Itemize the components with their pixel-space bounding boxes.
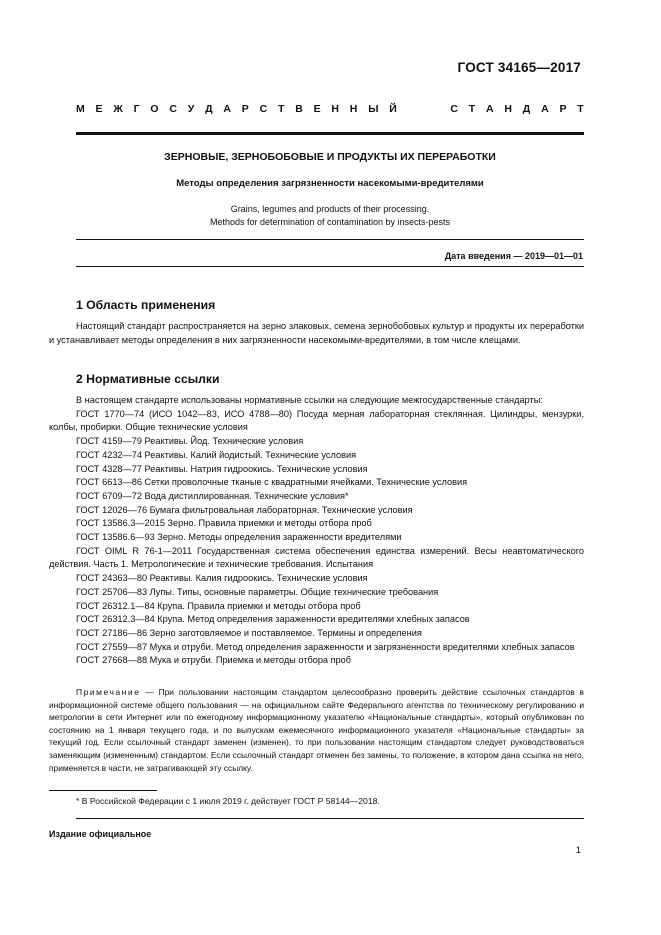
banner-letter: С bbox=[450, 103, 458, 115]
banner-letter: Ы bbox=[368, 103, 379, 115]
banner-letter: Н bbox=[349, 103, 358, 115]
banner-letter: У bbox=[187, 103, 195, 115]
banner-letter: А bbox=[486, 103, 494, 115]
banner-letter: О bbox=[150, 103, 159, 115]
intro-date-divider-bottom bbox=[76, 266, 584, 267]
document-subtitle: Методы определения загрязненности насекомыми-вредителями bbox=[176, 178, 484, 189]
note-text: — При пользовании настоящим стандартом целесообразно проверить действие ссылочных стандартов в информационной системе общего пользования — на официальном сайте Федерального агентства по техническому регулированию и метрологии в сети Интернет или по ежегодному информационному указателю «Национальные стандарты», который опубликован по состоянию на 1 января текущего года, и по выпускам ежемесячного информационного указателя «Национальные стандарты» за текущий год. Если ссылочный стандарт заменен (изменен), то при пользовании настоящим стандартом следует руководствоваться заменяющим (измененным) стандартом. Если ссылочный стандарт отменен без замены, то положение, в котором дана ссылка на него, применяется в части, не затрагивающей эту ссылку. bbox=[49, 687, 584, 773]
intro-date-divider-top bbox=[76, 239, 584, 240]
section-1-paragraph: Настоящий стандарт распространяется на зерно злаковых, семена зернобобовых культур и продукты их переработки и устанавливает методы определения в них загрязненности насекомыми-вредителями, в том числе клещами. bbox=[49, 321, 584, 345]
banner-letter: Й bbox=[389, 103, 397, 115]
section-2-body bbox=[49, 394, 584, 668]
reference-item: ГОСТ 13586.3—2015 Зерно. Правила приемки и методы отбора проб bbox=[76, 518, 372, 529]
reference-item: ГОСТ 4232—74 Реактивы. Калий йодистый. Технические условия bbox=[76, 449, 357, 460]
reference-item: ГОСТ 4159—79 Реактивы. Йод. Технические условия bbox=[76, 436, 304, 447]
reference-item: ГОСТ 26312.1—84 Крупа. Правила приемки и методы отбора проб bbox=[76, 600, 361, 611]
footer-divider bbox=[76, 818, 584, 819]
reference-item: ГОСТ 27186—86 Зерно заготовляемое и поставляемое. Термины и определения bbox=[76, 627, 422, 638]
document-title: ЗЕРНОВЫЕ, ЗЕРНОБОБОВЫЕ И ПРОДУКТЫ ИХ ПЕРЕРАБОТКИ bbox=[164, 151, 496, 163]
banner-letter: Ж bbox=[113, 103, 123, 115]
banner-letter: М bbox=[76, 103, 85, 115]
footnote: * В Российской Федерации с 1 июля 2019 г. действует ГОСТ Р 58144—2018. bbox=[76, 796, 380, 806]
banner-letter: Р bbox=[241, 103, 249, 115]
note-label: Примечание bbox=[76, 687, 141, 697]
banner-letter: С bbox=[169, 103, 177, 115]
banner-letter: Н bbox=[331, 103, 339, 115]
banner-letter: А bbox=[541, 103, 549, 115]
official-edition-label: Издание официальное bbox=[49, 829, 152, 839]
section-2-intro: В настоящем стандарте использованы нормативные ссылки на следующие межгосударственные стандарты: bbox=[76, 395, 543, 405]
reference-item: ГОСТ 1770—74 (ИСО 1042—83, ИСО 4788—80) Посуда мерная лабораторная стеклянная. Цилиндры, мензурки, колбы, пробирки. Общие технические условия bbox=[49, 408, 584, 433]
reference-item: ГОСТ 12026—76 Бумага фильтровальная лабораторная. Технические условия bbox=[76, 504, 413, 515]
reference-item: ГОСТ 27668—88 Мука и отруби. Приемка и методы отбора проб bbox=[76, 655, 352, 666]
banner-letter: Н bbox=[504, 103, 512, 115]
banner-letter: Р bbox=[559, 103, 567, 115]
introduction-date: Дата введения — 2019—01—01 bbox=[444, 251, 583, 261]
section-2-heading: 2 Нормативные ссылки bbox=[76, 372, 220, 386]
banner-letter: Д bbox=[522, 103, 531, 115]
interstate-standard-banner bbox=[76, 103, 584, 115]
banner-letter: Е bbox=[313, 103, 321, 115]
english-title-line: Grains, legumes and products of their processing. bbox=[230, 204, 430, 214]
section-1-body bbox=[49, 320, 584, 347]
reference-item: ГОСТ 26312.3—84 Крупа. Метод определения зараженности вредителями хлебных запасов bbox=[76, 614, 470, 625]
reference-item: ГОСТ 6613—86 Сетки проволочные тканые с квадратными ячейками. Технические условия bbox=[76, 477, 468, 488]
banner-letter: Т bbox=[577, 103, 584, 115]
banner-gap bbox=[408, 103, 440, 115]
gost-number: ГОСТ 34165—2017 bbox=[457, 60, 581, 75]
reference-item: ГОСТ 27559—87 Мука и отруби. Метод определения зараженности и загрязненности вредителями хлебных запасов bbox=[76, 641, 575, 652]
footnote-divider bbox=[49, 790, 157, 791]
banner-letter: Г bbox=[133, 103, 140, 115]
reference-item: ГОСТ 13586.6—93 Зерно. Методы определения зараженности вредителями bbox=[76, 532, 402, 543]
banner-letter: А bbox=[223, 103, 231, 115]
banner-letter: Т bbox=[277, 103, 285, 115]
reference-item: ГОСТ 25706—83 Лупы. Типы, основные параметры. Общие технические требования bbox=[76, 586, 439, 597]
banner-letter: С bbox=[259, 103, 268, 115]
title-divider-thick bbox=[76, 132, 584, 135]
reference-item: ГОСТ 4328—77 Реактивы. Натрия гидроокись. Технические условия bbox=[76, 463, 368, 474]
banner-letter: Д bbox=[205, 103, 213, 115]
section-1-heading: 1 Область применения bbox=[76, 298, 216, 312]
banner-letter: В bbox=[295, 103, 303, 115]
english-title bbox=[76, 203, 584, 229]
references-note bbox=[49, 686, 584, 774]
english-title-line: Methods for determination of contamination by insects-pests bbox=[209, 217, 451, 227]
reference-item: ГОСТ OIML R 76-1—2011 Государственная система обеспечения единства измерений. Весы неавтоматического действия. Часть 1. Метрологические и технические требования. Испытания bbox=[49, 545, 584, 570]
page-number: 1 bbox=[575, 845, 581, 856]
note-paragraph bbox=[49, 686, 584, 774]
reference-item: ГОСТ 24363—80 Реактивы. Калия гидроокись. Технические условия bbox=[76, 573, 368, 584]
banner-letter: Е bbox=[95, 103, 103, 115]
banner-letter: Т bbox=[468, 103, 476, 115]
reference-item: ГОСТ 6709—72 Вода дистиллированная. Технические условия* bbox=[76, 490, 349, 501]
